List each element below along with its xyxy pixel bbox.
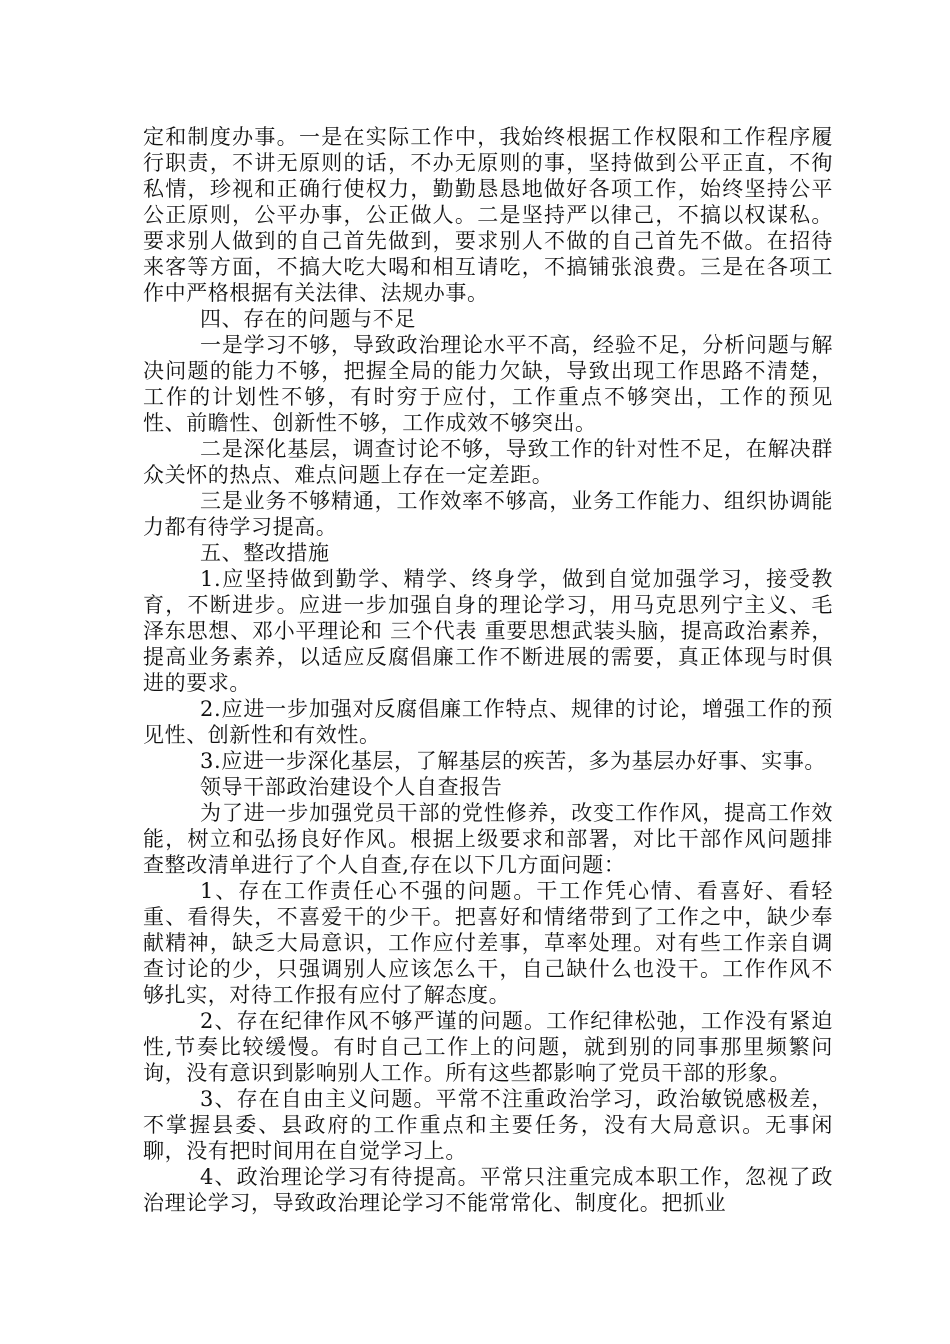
paragraph-issue-1: 1、存在工作责任心不强的问题。干工作凭心情、看喜好、看轻重、看得失，不喜爱干的少干。把喜好和情绪带到了工作之中，缺少奉献精神，缺乏大局意识，工作应付差事，草率处理。对有些工作亲自调查讨论的少，只强调别人应该怎么干，自己缺什么也没干。工作作风不够扎实，对待工作报有应付了解态度。: [143, 879, 833, 1007]
section-heading-problems: 四、存在的问题与不足: [200, 307, 416, 331]
paragraph-problem-3: 三是业务不够精通，工作效率不够高，业务工作能力、组织协调能力都有待学习提高。: [143, 489, 833, 539]
report-title: 领导干部政治建设个人自查报告: [200, 775, 503, 799]
paragraph-measure-1: 1.应坚持做到勤学、精学、终身学，做到自觉加强学习，接受教育，不断进步。应进一步加强自身的理论学习，用马克思列宁主义、毛泽东思想、邓小平理论和 三个代表 重要思想武装头脑，提高政治素养，提高业务素养，以适应反腐倡廉工作不断进展的需要，真正体现与时俱进的要求。: [143, 567, 833, 695]
document-body: [143, 124, 833, 1216]
paragraph-issue-3: 3、存在自由主义问题。平常不注重政治学习，政治敏锐感极差，不掌握县委、县政府的工作重点和主要任务，没有大局意识。无事闲聊，没有把时间用在自觉学习上。: [143, 1087, 833, 1163]
paragraph-continuation: 定和制度办事。一是在实际工作中，我始终根据工作权限和工作程序履行职责，不讲无原则的话，不办无原则的事，坚持做到公平正直，不徇私情，珍视和正确行使权力，勤勤恳恳地做好各项工作，始终坚持公平公正原则，公平办事，公正做人。二是坚持严以律己，不搞以权谋私。要求别人做到的自己首先做到，要求别人不做的自己首先不做。在招待来客等方面，不搞大吃大喝和相互请吃，不搞铺张浪费。三是在各项工作中严格根据有关法律、法规办事。: [143, 125, 833, 305]
paragraph-issue-2: 2、存在纪律作风不够严谨的问题。工作纪律松弛，工作没有紧迫性,节奏比较缓慢。有时自己工作上的问题，就到别的同事那里频繁问询，没有意识到影响别人工作。所有这些都影响了党员干部的形象。: [143, 1009, 833, 1085]
paragraph-issue-4: 4、政治理论学习有待提高。平常只注重完成本职工作，忽视了政治理论学习，导致政治理论学习不能常常化、制度化。把抓业: [143, 1165, 833, 1215]
paragraph-problem-1: 一是学习不够，导致政治理论水平不高，经验不足，分析问题与解决问题的能力不够，把握全局的能力欠缺，导致出现工作思路不清楚，工作的计划性不够，有时穷于应付，工作重点不够突出，工作的预见性、前瞻性、创新性不够，工作成效不够突出。: [143, 333, 833, 435]
paragraph-problem-2: 二是深化基层，调查讨论不够，导致工作的针对性不足，在解决群众关怀的热点、难点问题上存在一定差距。: [143, 437, 833, 487]
paragraph-report-intro: 为了进一步加强党员干部的党性修养，改变工作作风，提高工作效能，树立和弘扬良好作风。根据上级要求和部署，对比干部作风问题排查整改清单进行了个人自查,存在以下几方面问题：: [143, 801, 833, 877]
paragraph-measure-2: 2.应进一步加强对反腐倡廉工作特点、规律的讨论，增强工作的预见性、创新性和有效性。: [143, 697, 833, 747]
section-heading-measures: 五、整改措施: [200, 541, 330, 565]
paragraph-measure-3: 3.应进一步深化基层，了解基层的疾苦，多为基层办好事、实事。: [200, 749, 827, 773]
